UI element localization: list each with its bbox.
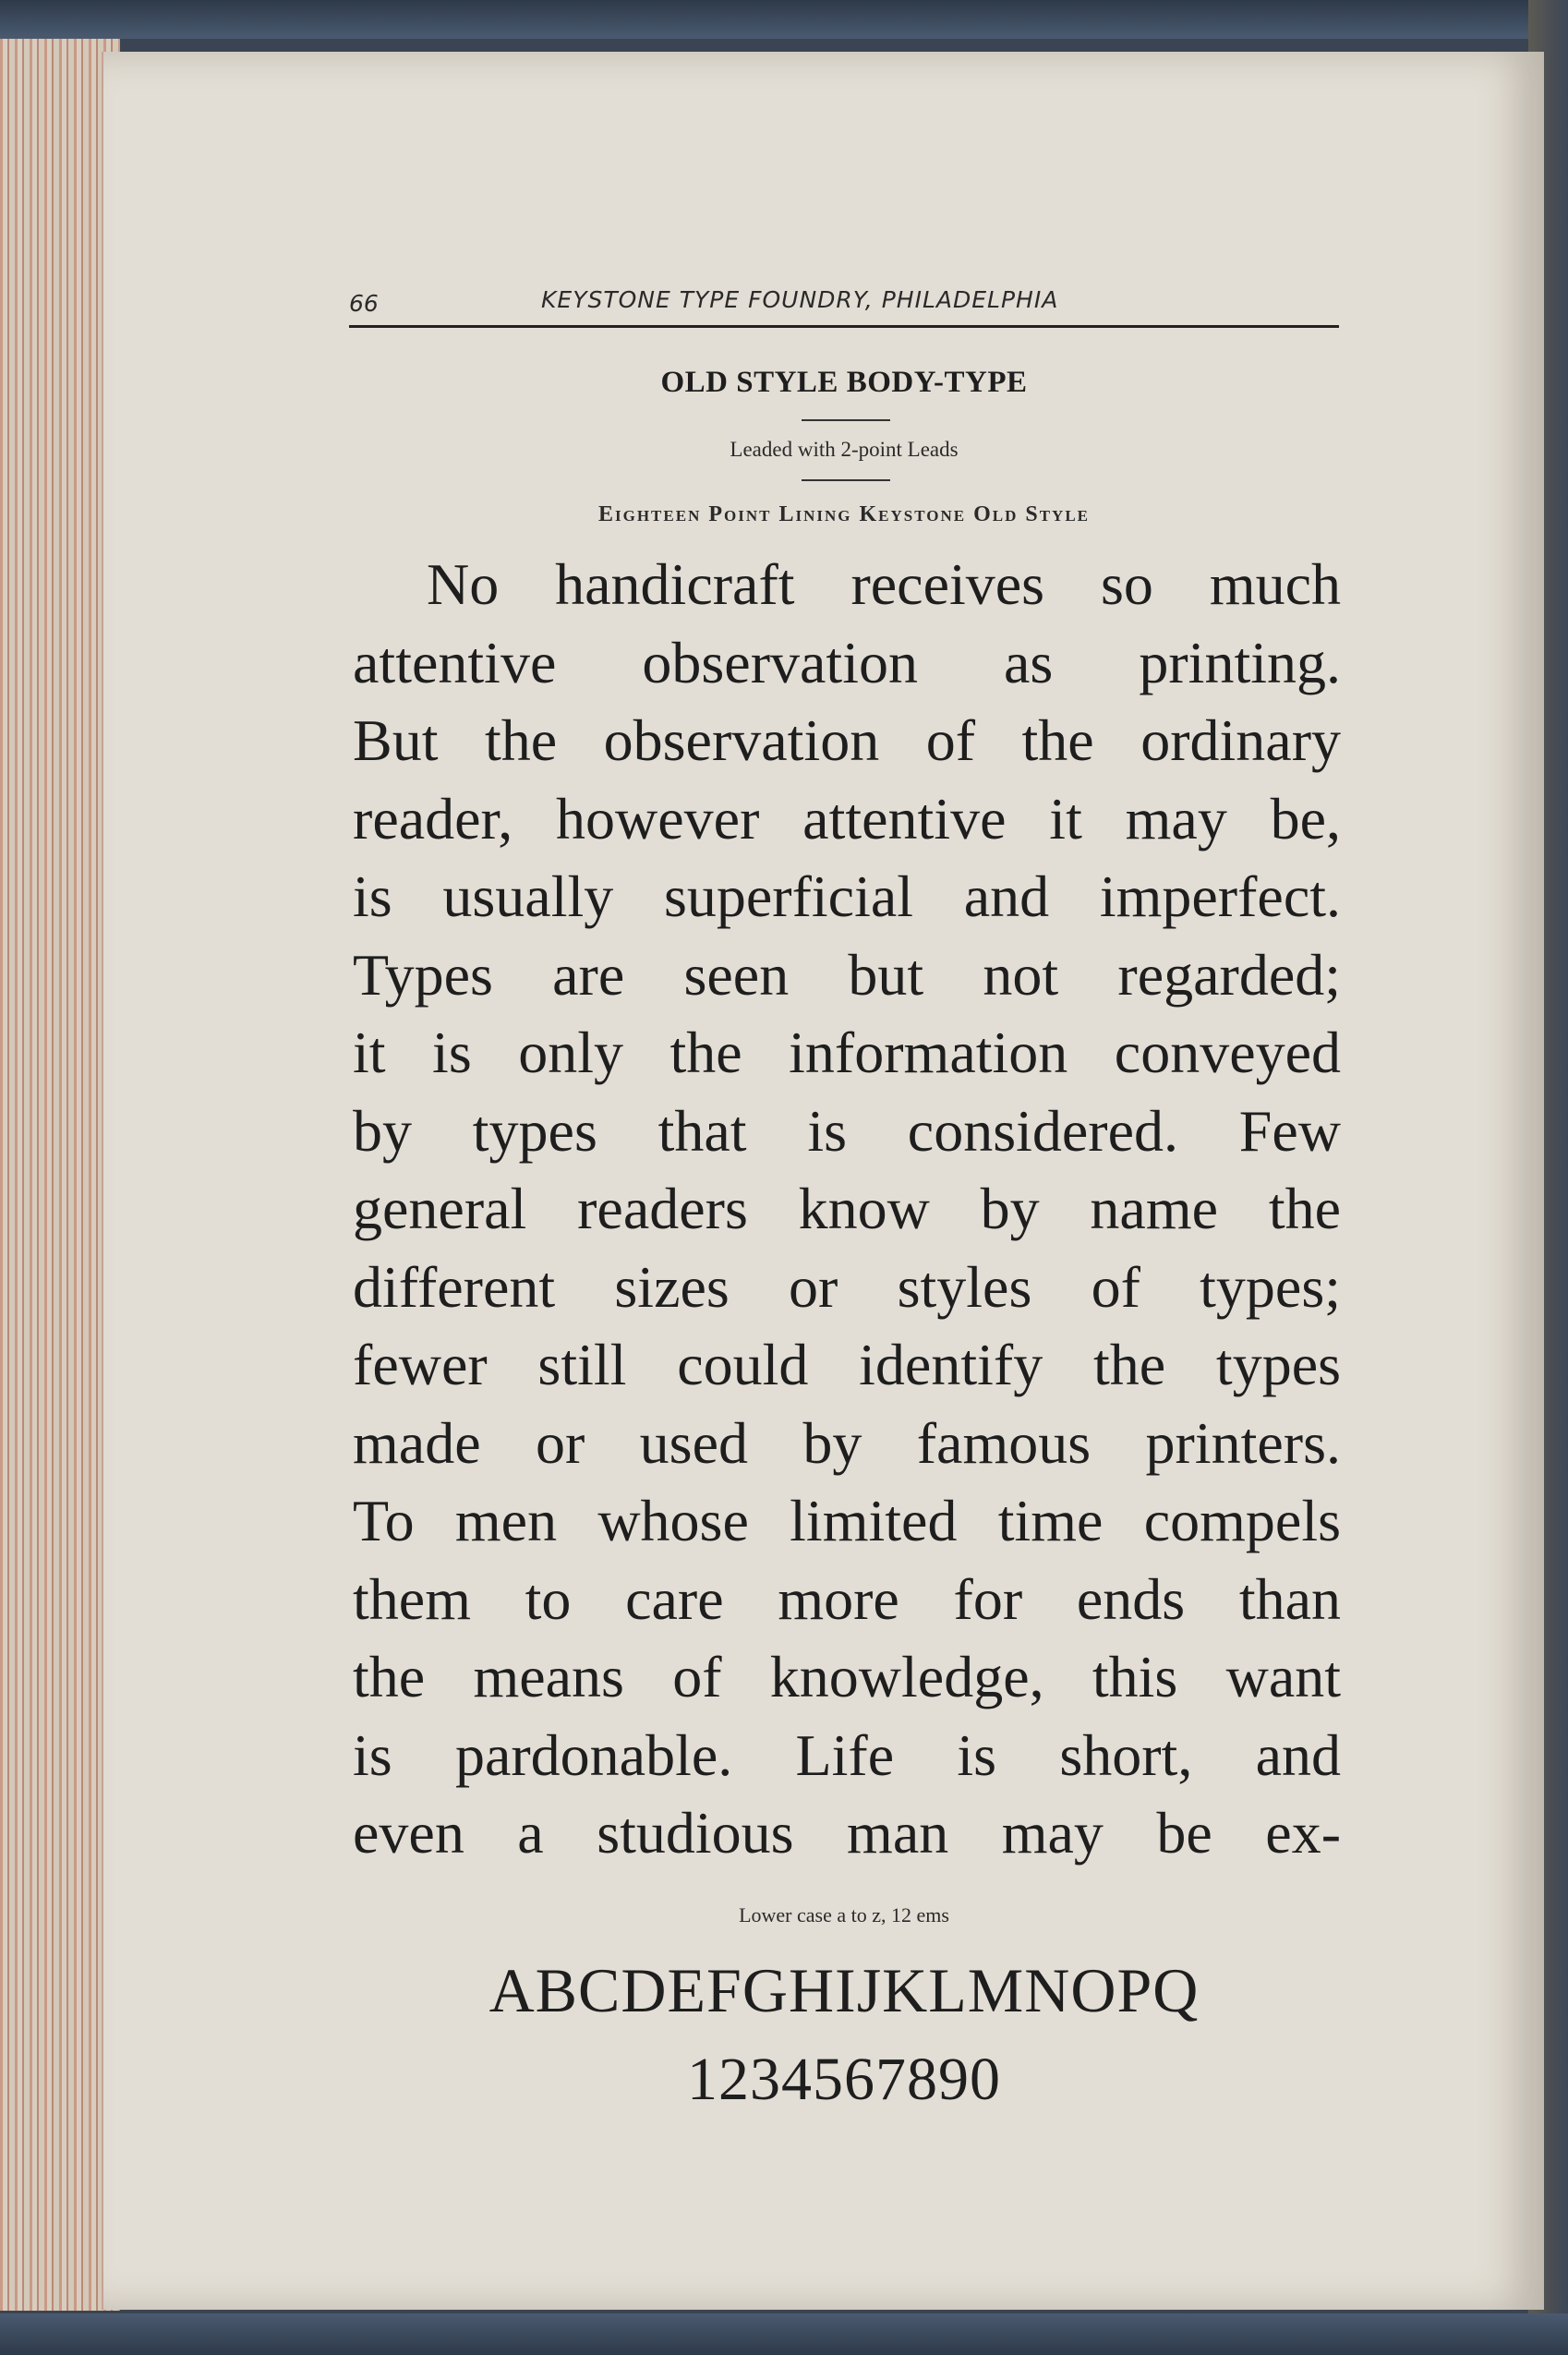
page-number: 66 (349, 290, 379, 317)
specimen-line: it is only the information conveyed (353, 1020, 1341, 1085)
specimen-line: general readers know by name the (353, 1176, 1341, 1241)
figures-specimen: 1234567890 (687, 2046, 1001, 2113)
specimen-line: fewer still could identify the types (353, 1332, 1341, 1397)
book-cover-top (0, 0, 1568, 39)
specimen-line: them to care more for ends than (353, 1565, 1341, 1632)
book-cover-bottom (0, 2313, 1568, 2355)
specimen-line: is usually superficial and imperfect. (353, 864, 1341, 929)
specimen-line: Types are seen but not regarded; (353, 941, 1341, 1008)
running-head-title: KEYSTONE TYPE FOUNDRY, PHILADELPHIA (541, 286, 1059, 313)
specimen-line: made or used by famous printers. (353, 1409, 1341, 1476)
specimen-line: To men whose limited time compels (353, 1488, 1341, 1553)
specimen-line: different sizes or styles of types; (353, 1253, 1341, 1320)
specimen-line: reader, however attentive it may be, (353, 785, 1341, 851)
capitals-specimen: ABCDEFGHIJKLMNOPQ (488, 1955, 1200, 2025)
specimen-text (353, 546, 1341, 1873)
type-size-label: Eighteen Point Lining Keystone Old Style (597, 502, 1091, 526)
alphabet-note: Lower case a to z, 12 ems (739, 1903, 949, 1926)
page-edges (0, 39, 120, 2311)
page-heading: OLD STYLE BODY-TYPE (660, 366, 1028, 399)
specimen-line: But the observation of the ordinary (353, 707, 1341, 773)
page-subheading: Leaded with 2-point Leads (730, 438, 959, 461)
specimen-line: is pardonable. Life is short, and (353, 1721, 1341, 1788)
specimen-line: by types that is considered. Few (353, 1097, 1341, 1164)
book-page (103, 52, 1544, 2310)
specimen-line: No handicraft receives so much (427, 551, 1341, 617)
divider-rule (802, 479, 890, 481)
specimen-line: attentive observation as printing. (353, 629, 1341, 695)
divider-rule (802, 419, 890, 421)
specimen-line: the means of knowledge, this want (353, 1644, 1341, 1709)
running-head (349, 286, 1339, 328)
specimen-line: even a studious man may be ex- (353, 1800, 1341, 1866)
